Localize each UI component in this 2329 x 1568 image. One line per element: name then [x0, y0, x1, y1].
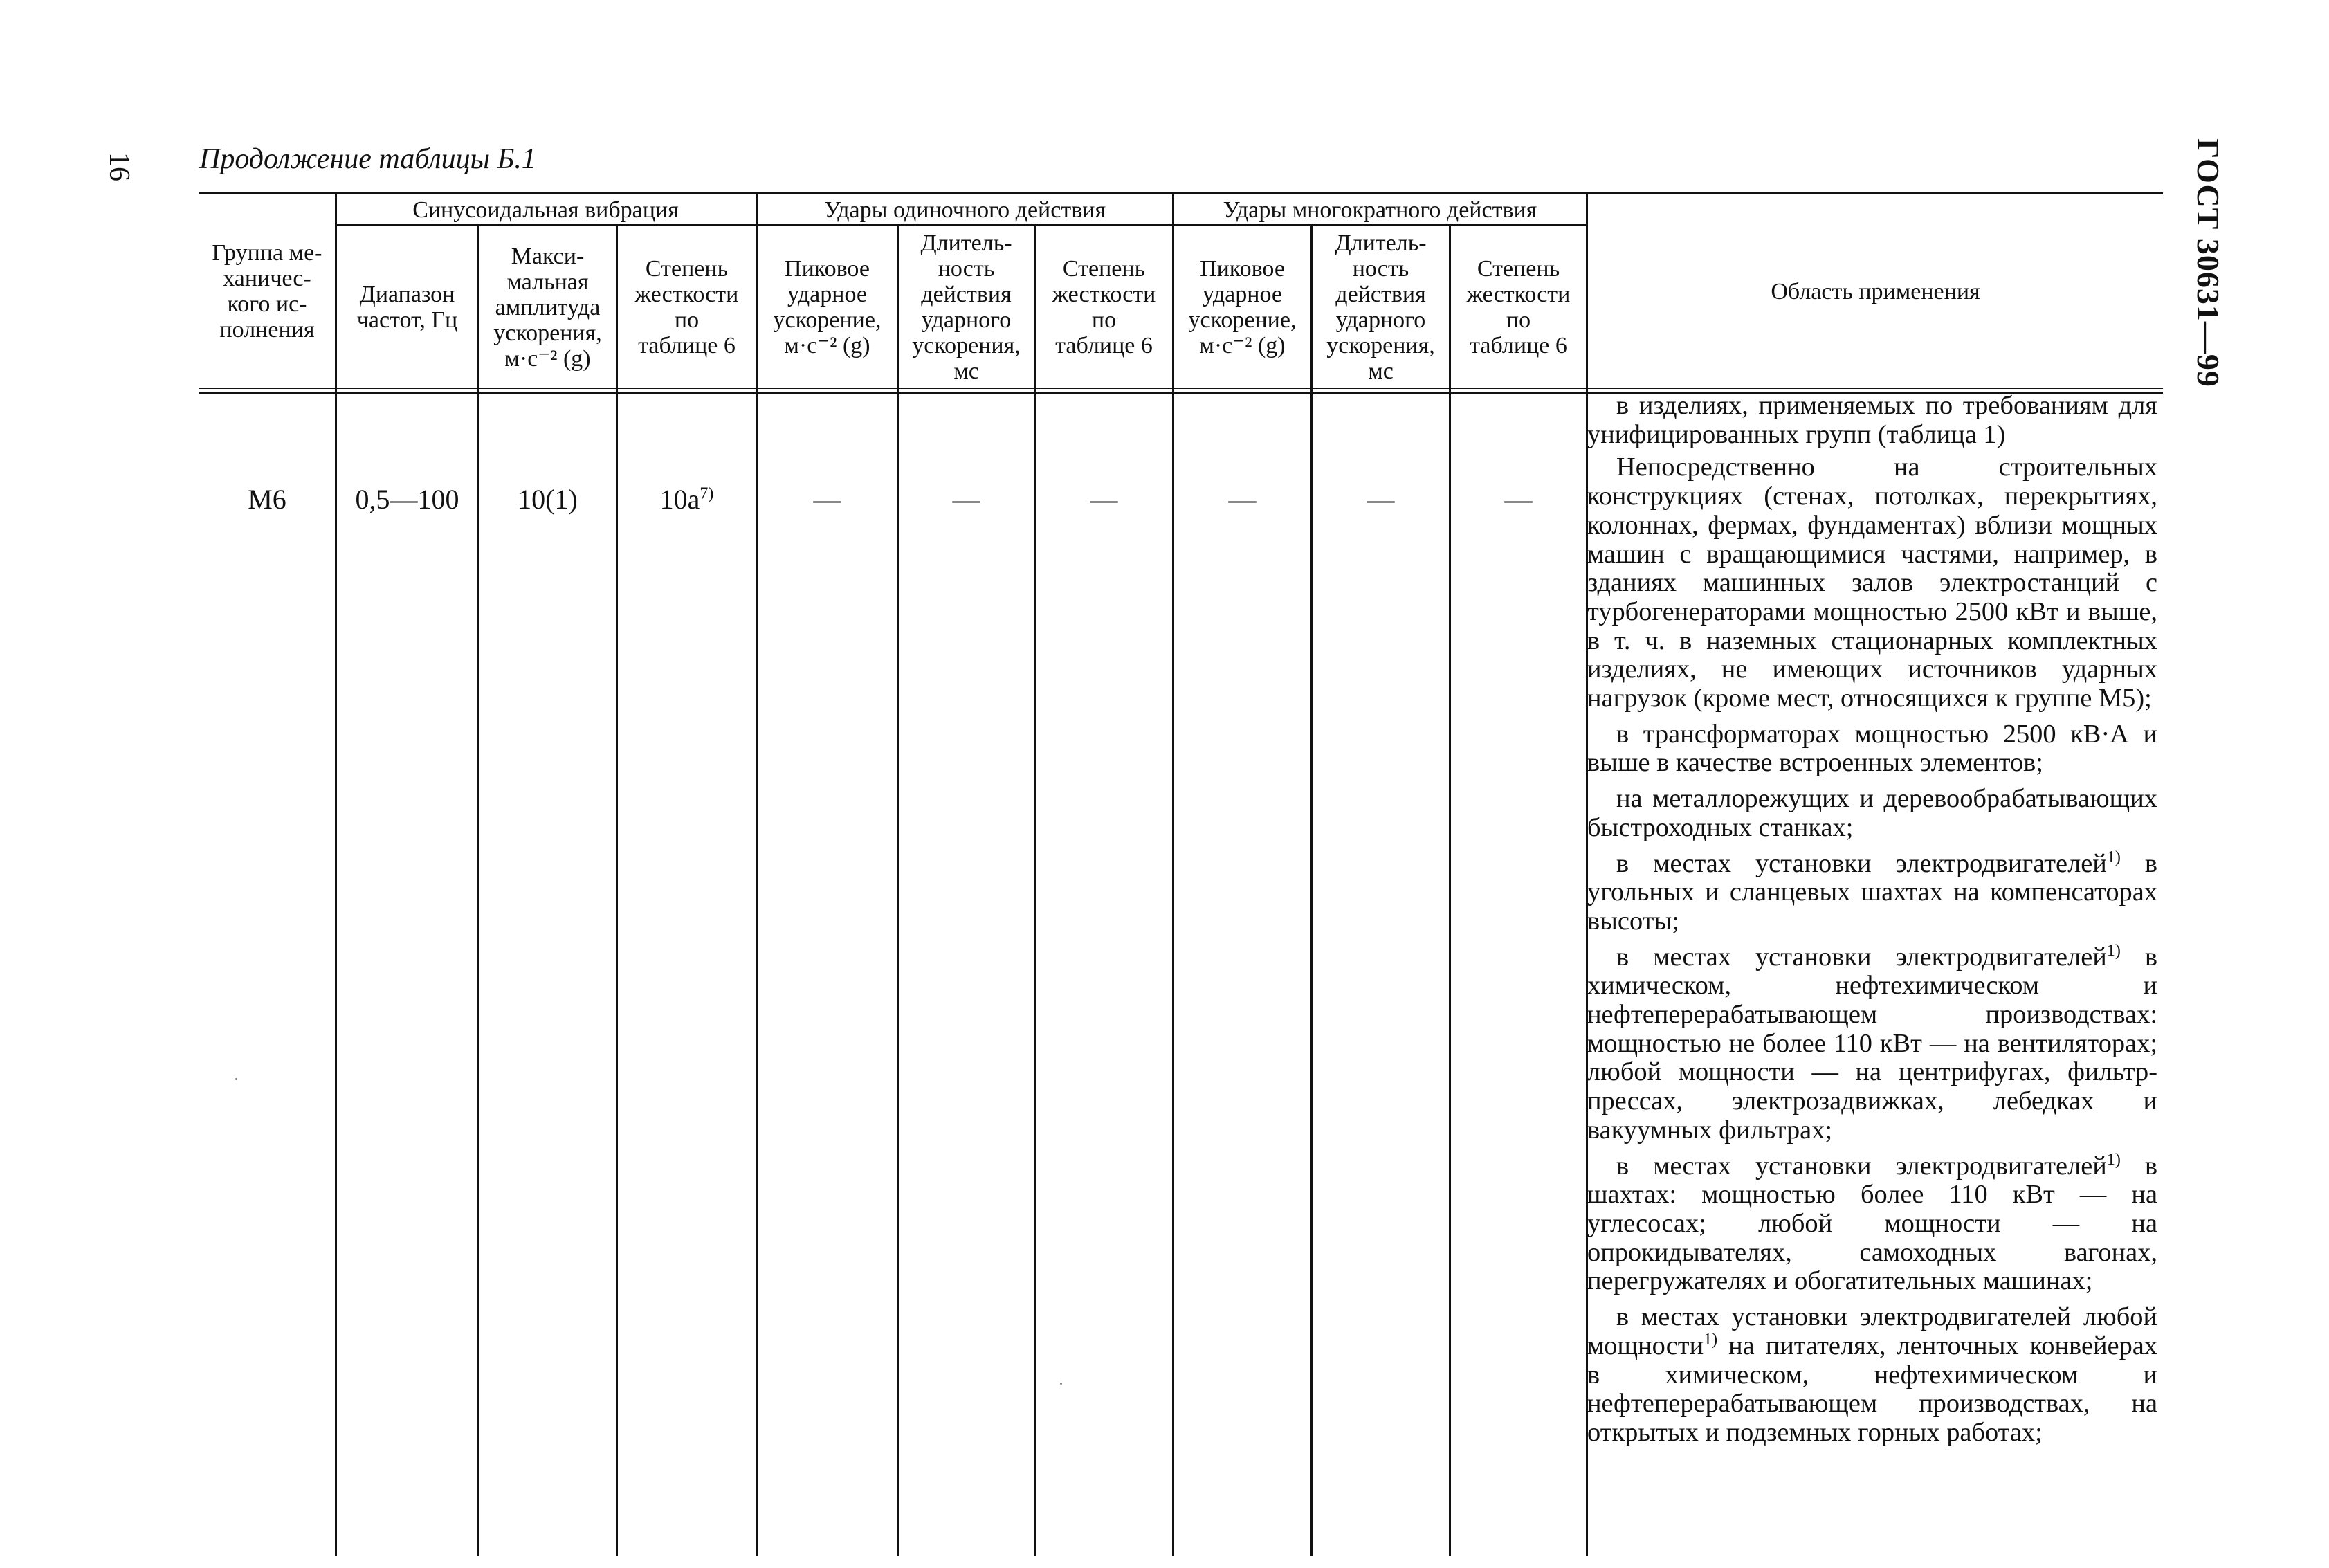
area-paragraph: в трансформаторах мощностью 2500 кВ·А и выше в качестве встроенных элементов; — [1587, 719, 2157, 778]
area-text: в местах установки электродвигателей любой мощности — [1587, 1302, 2157, 1360]
col-divider-7 — [1172, 192, 1174, 1556]
table-continuation-title: Продолжение таблицы Б.1 — [199, 143, 536, 175]
area-text: в местах установки электродвигателей — [1616, 942, 2107, 972]
group-header-rule — [335, 224, 1587, 226]
header-frequency-range: Диапазон частот, Гц — [356, 282, 458, 333]
footnote-mark: 1) — [2106, 848, 2121, 866]
table-top-rule — [199, 192, 2163, 194]
area-paragraph — [1587, 943, 2157, 1145]
application-area-text — [1587, 392, 2157, 1455]
col-divider-4 — [756, 192, 758, 1556]
footnote-mark: 1) — [1704, 1331, 1718, 1349]
area-paragraph: в изделиях, применяемых по требованиям для унифицированных групп (таблица 1) — [1587, 391, 2157, 449]
header-peak-single: Пиковое ударное ускорение, м·с⁻² (g) — [773, 256, 882, 358]
area-paragraph: на металлорежущих и деревообрабатывающих быстроходных станках; — [1587, 784, 2157, 842]
area-paragraph — [1587, 1152, 2157, 1297]
area-text: в угольных и сланцевых шахтах на компенсаторах высоты; — [1587, 848, 2157, 936]
cell-duration-multiple: — — [1367, 484, 1395, 515]
col-divider-6 — [1034, 224, 1036, 1556]
area-text: в местах установки электродвигателей — [1616, 1151, 2107, 1180]
cell-severity-sine — [618, 483, 756, 516]
area-text: в шахтах: мощностью более 110 кВт — на углесосах; любой мощности — на опрокидывателях, самоходных вагонах, перегружателях и обогатительных машинах; — [1587, 1151, 2157, 1296]
area-paragraph — [1587, 850, 2157, 936]
cell-group: М6 — [248, 484, 286, 515]
header-application-area: Область применения — [1771, 278, 1980, 304]
scan-speck — [235, 1078, 237, 1080]
area-text: в химическом, нефтехимическом и нефтеперерабатывающем производствах: мощностью не более 110 кВт — на вентиляторах; любой мощности — на центрифугах, фильтр-прессах, электрозадвижках, лебедках и вакуумных фильтрах; — [1587, 942, 2157, 1145]
footnote-mark: 1) — [2106, 941, 2121, 960]
header-peak-multiple: Пиковое ударное ускорение, м·с⁻² (g) — [1188, 256, 1297, 358]
page-number: 16 — [103, 152, 135, 181]
col-divider-9 — [1449, 224, 1451, 1556]
col-divider-1 — [335, 192, 337, 1556]
cell-severity-single: — — [1090, 484, 1118, 515]
document-code: ГОСТ 30631—99 — [2191, 138, 2226, 388]
header-severity-multiple: Степень жесткости по таблице 6 — [1466, 256, 1571, 358]
header-duration-multiple: Длитель- ность действия ударного ускорения, мс — [1326, 230, 1435, 384]
header-multiple-shocks: Удары многократного действия — [1223, 197, 1537, 223]
area-paragraph — [1587, 1303, 2157, 1448]
area-text: на питателях, ленточных конвейерах в химическом, нефтехимическом и нефтеперерабатывающем производствах, на открытых и подземных горных работах; — [1587, 1331, 2157, 1447]
area-text: в местах установки электродвигателей — [1616, 848, 2107, 878]
col-divider-2 — [477, 224, 480, 1556]
cell-frequency: 0,5—100 — [355, 484, 459, 515]
footnote-mark: 7) — [700, 484, 714, 503]
cell-amplitude: 10(1) — [518, 484, 578, 515]
col-divider-5 — [897, 224, 899, 1556]
cell-severity-multiple: — — [1504, 484, 1533, 515]
header-sine-vibration: Синусоидальная вибрация — [412, 197, 679, 223]
header-single-shocks: Удары одиночного действия — [823, 197, 1106, 223]
header-duration-single: Длитель- ность действия ударного ускорения, мс — [912, 230, 1021, 384]
col-divider-3 — [616, 224, 618, 1556]
cell-duration-single: — — [952, 484, 980, 515]
scan-speck — [1060, 1383, 1062, 1385]
footnote-mark: 1) — [2106, 1150, 2121, 1169]
cell-peak-single: — — [813, 484, 841, 515]
header-max-amplitude: Макси- мальная амплитуда ускорения, м·с⁻² (g) — [493, 243, 602, 372]
area-paragraph: Непосредственно на строительных конструкциях (стенах, потолках, перекрытиях, колоннах, фермах, фундаментах) вблизи мощных машин с вращающимися частями, например, в зданиях машинных залов электростанций с турбогенераторами мощностью 2500 кВт и выше, в т. ч. в наземных стационарных комплектных изделиях, не имеющих источников ударных нагрузок (кроме мест, относящихся к группе М5); — [1587, 453, 2157, 713]
col-divider-8 — [1310, 224, 1313, 1556]
cell-severity-sine-value: 10а — [659, 484, 700, 515]
cell-peak-multiple: — — [1228, 484, 1257, 515]
header-severity-single: Степень жесткости по таблице 6 — [1052, 256, 1156, 358]
header-mech-group: Группа ме- ханичес- кого ис- полнения — [212, 240, 322, 343]
header-severity-sine: Степень жесткости по таблице 6 — [634, 256, 739, 358]
header-bottom-rule — [199, 388, 2163, 389]
